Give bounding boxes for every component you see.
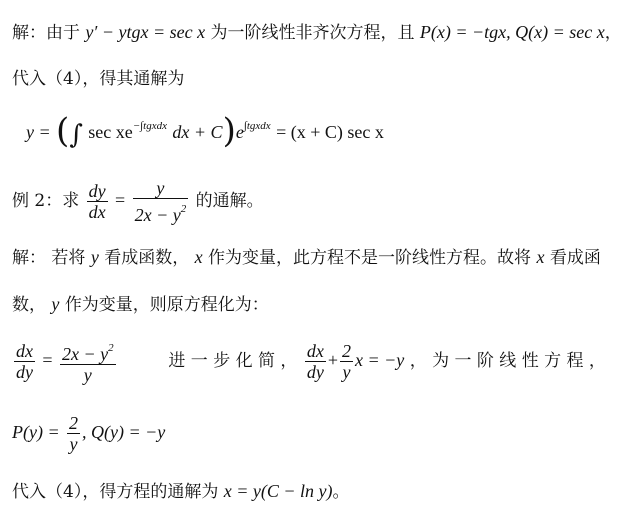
text-segment: 看成函数， [104, 248, 190, 268]
fraction-denominator: dy [306, 362, 324, 382]
fraction-rhs-denominator: y [83, 365, 92, 385]
text-segment: 解： 若将 [12, 248, 86, 268]
paren-open: ( [56, 111, 70, 151]
solution-line-1 [12, 21, 622, 44]
fraction-rhs-denominator [133, 199, 189, 225]
exp-base: e [235, 122, 244, 142]
substitution-text: 代入（4），得其通解为 [12, 69, 185, 89]
exponent-2: ∫tgxdx [243, 120, 271, 132]
final-solution [12, 480, 350, 503]
comma: ， [604, 23, 622, 43]
text-segment: 进 一 步 化 简 ， [168, 351, 298, 371]
fraction-numerator: dx [306, 341, 324, 361]
solution-line-2 [12, 68, 184, 90]
example-lead: 例 2：求 [12, 191, 80, 211]
denominator-base: 2x − y [134, 205, 181, 225]
fraction-numerator: dx [16, 341, 33, 361]
transformed-equation [12, 337, 606, 385]
plus-sign: + [327, 350, 338, 370]
solution-line-5 [12, 246, 601, 269]
period: 。 [332, 482, 350, 502]
formula-lhs: y = [26, 122, 51, 142]
fraction-rhs [133, 178, 189, 225]
variable-y: y [51, 294, 60, 314]
integral-sign: ∫ [69, 120, 83, 150]
paren-close: ) [222, 111, 236, 151]
integrand: sec xe [88, 122, 133, 142]
text-segment: 数， [12, 295, 46, 315]
fraction-denominator: y [342, 362, 351, 382]
variable-x: x [194, 247, 203, 267]
fraction-2-y [340, 341, 353, 382]
fraction-numerator: dy [88, 181, 106, 201]
denominator-exponent: 2 [180, 203, 187, 215]
fraction-rhs-numerator [60, 338, 116, 365]
text-segment: 代入（4），得方程的通解为 [12, 482, 219, 502]
solution-mid: 为一阶线性非齐次方程，且 [210, 23, 415, 43]
fraction-numerator: 2 [69, 413, 79, 433]
pq-definition-y [12, 409, 165, 456]
fraction-denominator: dy [16, 362, 33, 382]
text-segment: 作为变量，则原方程化为： [64, 295, 269, 315]
fraction-rhs [60, 338, 116, 385]
fraction-dx-dy-2 [305, 341, 326, 382]
numerator-base: 2x − y [61, 344, 109, 364]
fraction-rhs-numerator: y [133, 178, 189, 199]
text-segment: ， 为 一 阶 线 性 方 程 ， [409, 351, 606, 371]
solution-line-6 [12, 293, 269, 316]
general-solution-formula [26, 108, 384, 153]
exponent-1: −∫tgxdx [132, 120, 168, 132]
fraction-numerator: 2 [342, 341, 351, 361]
equals-sign: = [115, 190, 126, 210]
fraction-dy-dx [87, 181, 108, 222]
equals-sign: = [42, 350, 53, 370]
variable-y: y [90, 247, 99, 267]
example-end: 的通解。 [195, 191, 264, 211]
equation-1: y′ − ytgx = sec x [85, 22, 206, 42]
fraction-dx-dy [14, 341, 35, 382]
text-segment: 作为变量，此方程不是一阶线性方程。故将 [208, 248, 532, 268]
variable-x: x [536, 247, 545, 267]
example-2 [12, 177, 264, 225]
pq-definition: P(x) = −tgx, Q(x) = sec x [419, 22, 605, 42]
fraction-denominator: dx [88, 202, 106, 222]
equation-tail: x = −y [355, 350, 405, 370]
fraction-2-y [67, 413, 80, 454]
q-of-y: , Q(y) = −y [82, 422, 166, 442]
formula-rhs: = (x + C) sec x [276, 122, 384, 142]
final-equation: x = y(C − ln y) [223, 481, 333, 501]
numerator-exponent: 2 [108, 342, 114, 354]
dx-plus-c: dx + C [172, 122, 223, 142]
fraction-denominator: y [69, 434, 78, 454]
p-of-y: P(y) = [12, 422, 60, 442]
solution-lead: 解：由于 [12, 23, 80, 43]
text-segment: 看成函 [549, 248, 601, 268]
